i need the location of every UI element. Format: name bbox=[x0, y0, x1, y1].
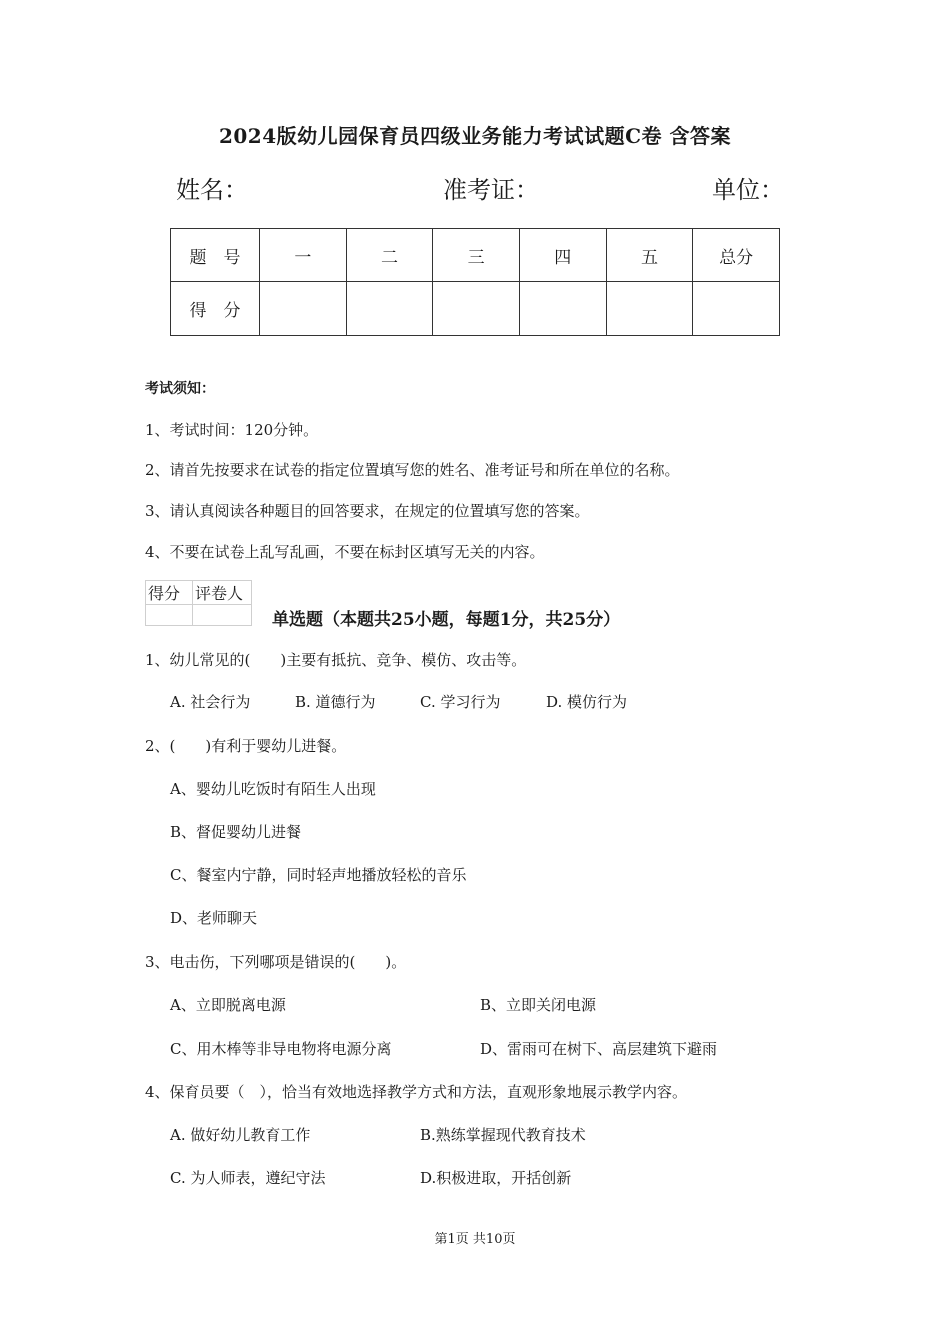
score-table-cell: 一 bbox=[260, 229, 347, 282]
grader-reviewer-cell[interactable] bbox=[193, 605, 252, 626]
unit-field-label: 单位： bbox=[712, 176, 784, 204]
question-option[interactable]: A、立即脱离电源 bbox=[170, 996, 286, 1014]
score-input-cell[interactable] bbox=[519, 282, 606, 336]
notice-item: 3、请认真阅读各种题目的回答要求，在规定的位置填写您的答案。 bbox=[145, 502, 590, 520]
score-input-cell[interactable] bbox=[260, 282, 347, 336]
score-input-cell[interactable] bbox=[693, 282, 780, 336]
page-footer: 第1页 共10页 bbox=[434, 1232, 516, 1247]
page-title: 2024版幼儿园保育员四级业务能力考试试题C卷 含答案 bbox=[218, 124, 732, 148]
score-table-cell: 五 bbox=[606, 229, 693, 282]
score-input-cell[interactable] bbox=[346, 282, 433, 336]
notice-item: 4、不要在试卷上乱写乱画，不要在标封区填写无关的内容。 bbox=[145, 543, 545, 561]
section-title: 单选题（本题共25小题，每题1分，共25分） bbox=[272, 610, 621, 630]
score-table-cell: 总分 bbox=[693, 229, 780, 282]
score-table-score-row bbox=[171, 282, 780, 336]
notice-item: 1、考试时间：120分钟。 bbox=[145, 421, 319, 439]
question-option[interactable]: A. 社会行为 bbox=[170, 693, 251, 711]
question-option[interactable]: D、老师聊天 bbox=[170, 909, 258, 927]
question-option[interactable]: B、立即关闭电源 bbox=[480, 996, 597, 1014]
score-table-cell: 四 bbox=[519, 229, 606, 282]
question-stem: 2、( )有利于婴幼儿进餐。 bbox=[145, 737, 347, 755]
notice-item: 2、请首先按要求在试卷的指定位置填写您的姓名、准考证号和所在单位的名称。 bbox=[145, 461, 680, 479]
question-option[interactable]: C. 学习行为 bbox=[420, 693, 501, 711]
score-input-cell[interactable] bbox=[606, 282, 693, 336]
score-input-cell[interactable] bbox=[433, 282, 520, 336]
question-option[interactable]: D.积极进取，开括创新 bbox=[420, 1169, 572, 1187]
name-field-label: 姓名： bbox=[176, 176, 248, 204]
question-option[interactable]: C. 为人师表，遵纪守法 bbox=[170, 1169, 326, 1187]
question-option[interactable]: A. 做好幼儿教育工作 bbox=[170, 1126, 311, 1144]
question-option[interactable]: B.熟练掌握现代教育技术 bbox=[420, 1126, 586, 1144]
score-table-cell: 得 分 bbox=[171, 282, 260, 336]
grader-reviewer-label: 评卷人 bbox=[193, 581, 252, 605]
notice-heading: 考试须知： bbox=[145, 381, 215, 397]
score-table bbox=[170, 228, 780, 336]
score-table-cell: 三 bbox=[433, 229, 520, 282]
question-option[interactable]: B. 道德行为 bbox=[295, 693, 376, 711]
question-option[interactable]: B、督促婴幼儿进餐 bbox=[170, 823, 302, 841]
score-table-header-row bbox=[171, 229, 780, 282]
exam-id-field-label: 准考证： bbox=[443, 176, 539, 204]
question-stem: 1、幼儿常见的( )主要有抵抗、竞争、模仿、攻击等。 bbox=[145, 651, 527, 669]
grader-score-label: 得分 bbox=[146, 581, 193, 605]
grader-box bbox=[145, 580, 252, 626]
question-option[interactable]: D、雷雨可在树下、高层建筑下避雨 bbox=[480, 1040, 718, 1058]
question-option[interactable]: A、婴幼儿吃饭时有陌生人出现 bbox=[170, 780, 376, 798]
grader-score-cell[interactable] bbox=[146, 605, 193, 626]
question-stem: 3、电击伤，下列哪项是错误的( )。 bbox=[145, 953, 407, 971]
question-option[interactable]: C、餐室内宁静，同时轻声地播放轻松的音乐 bbox=[170, 866, 467, 884]
score-table-cell: 题 号 bbox=[171, 229, 260, 282]
question-stem: 4、保育员要（ ），恰当有效地选择教学方式和方法，直观形象地展示教学内容。 bbox=[145, 1083, 688, 1101]
question-option[interactable]: D. 模仿行为 bbox=[546, 693, 628, 711]
score-table-cell: 二 bbox=[346, 229, 433, 282]
question-option[interactable]: C、用木棒等非导电物将电源分离 bbox=[170, 1040, 392, 1058]
